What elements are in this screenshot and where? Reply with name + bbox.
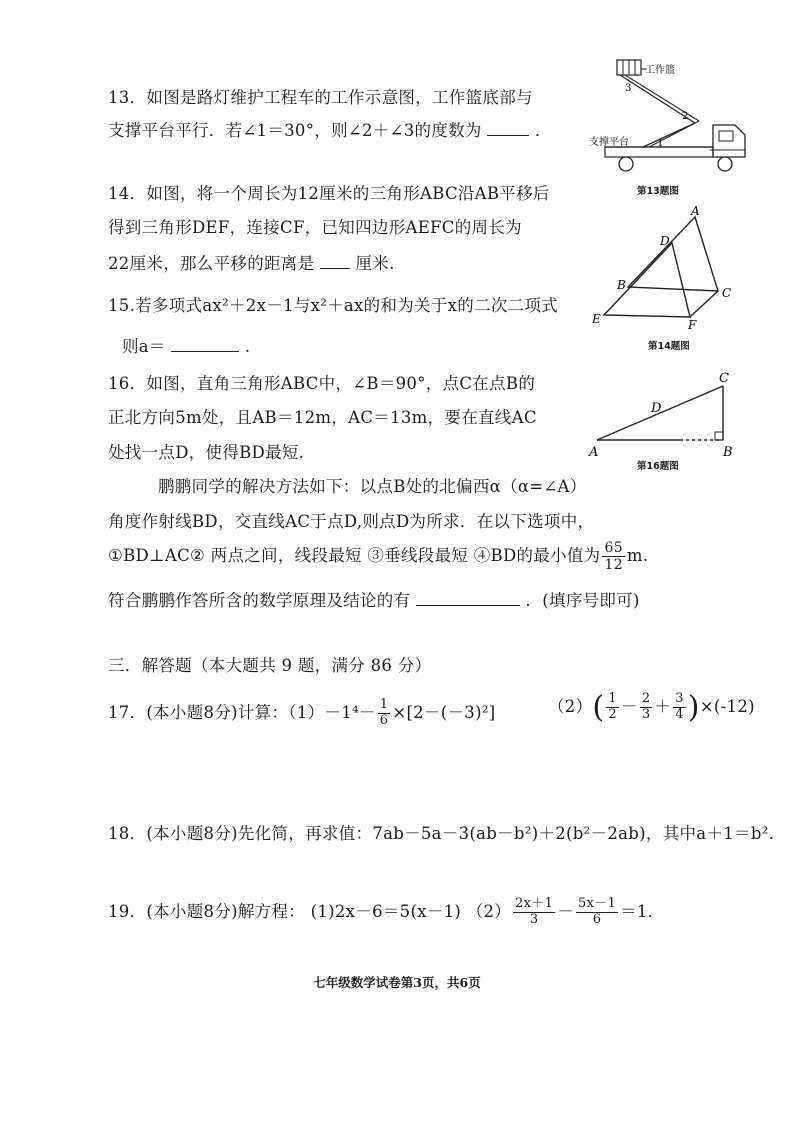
q16-line7	[108, 587, 640, 611]
q17-frac-b	[640, 692, 653, 723]
figure-14-drawing	[590, 205, 740, 335]
q17-frac-a	[606, 692, 619, 723]
q17-c-num: 3	[675, 691, 684, 707]
point-e-label: E	[592, 312, 601, 326]
wheel-rear	[619, 157, 633, 171]
q14-line1: 14．如图，将一个周长为12厘米的三角形ABC沿AB平移后	[108, 184, 550, 203]
right-angle-mark	[715, 432, 723, 440]
q16-line1: 16．如图，直角三角形ABC中，∠B＝90°，点C在点B的	[108, 374, 536, 393]
q17-frac-1-6	[378, 698, 391, 729]
q17-c-den: 4	[675, 707, 684, 722]
q14-line3-text: 22厘米，那么平移的距离是	[108, 254, 315, 273]
point-a-label: A	[589, 445, 599, 460]
segment-cf	[690, 291, 718, 317]
triangle-abc	[628, 217, 718, 291]
platform-label: 支撑平台	[589, 137, 629, 148]
q19-frac-b	[576, 897, 618, 928]
q17-f1-den: 6	[379, 712, 389, 728]
q17-b-num: 2	[641, 691, 651, 707]
point-a-label: A	[691, 204, 700, 218]
wheel-front	[718, 157, 732, 171]
q17-part1	[108, 698, 496, 729]
angle-2-label: 2	[682, 111, 689, 122]
q13-line2-end: ．	[534, 121, 552, 140]
q16-line4: 鹏鹏同学的解决方法如下：以点B处的北偏西α（α=∠A）	[158, 477, 587, 496]
q16-options-text: ①BD⊥AC② 两点之间，线段最短 ③垂线段最短 ④BD的最小值为	[108, 546, 601, 566]
figure-13-caption: 第13题图	[637, 186, 679, 197]
point-d-label: D	[651, 401, 662, 416]
q16-line7-text: 符合鹏鹏作答所含的数学原理及结论的有	[108, 591, 411, 610]
q19-frac-a	[513, 897, 555, 928]
figure-16	[585, 368, 745, 473]
q16-line5: 角度作射线BD，交直线AC于点D,则点D为所求．在以下选项中，	[108, 512, 595, 531]
q17-b-den: 3	[641, 707, 651, 722]
q17-part2	[548, 690, 755, 725]
q17-right-paren: )	[687, 690, 700, 725]
q17-head: 17．(本小题8分)计算：（1）－1⁴－	[108, 702, 376, 722]
q15-line1: 15.若多项式ax²＋2x－1与x²＋ax的和为关于x的二次二项式	[108, 296, 559, 315]
q15-line2-end: .	[244, 337, 251, 356]
q19-a-num: 2x＋1	[515, 896, 554, 911]
angle-1-label: 1	[657, 138, 664, 149]
point-f-label: F	[688, 318, 697, 332]
figure-14	[590, 205, 740, 355]
q14-line2: 得到三角形DEF，连接CF，已知四边形AEFC的周长为	[108, 218, 522, 237]
q16-answer-blank[interactable]	[416, 605, 520, 606]
q17-tail2: ×(-12)	[699, 697, 755, 716]
point-b-label: B	[617, 278, 626, 292]
point-b-label: B	[723, 445, 733, 460]
q18-line: 18．(本小题8分)先化简，再求值：7ab－5a－3(ab－b²)＋2(b²－2ab)，其中a＋1＝b².	[108, 824, 775, 843]
q14-line3-end: 厘米.	[355, 254, 395, 273]
q16-unit: m.	[626, 546, 649, 566]
q17-frac-c	[673, 692, 686, 723]
q13-answer-blank[interactable]	[487, 135, 529, 136]
figure-14-caption: 第14题图	[648, 341, 690, 352]
q17-f1-num: 1	[379, 697, 389, 712]
section3-heading: 三．解答题（本大题共 9 题，满分 86 分）	[108, 656, 432, 675]
q16-line6	[108, 540, 648, 573]
point-c-label: C	[719, 371, 729, 386]
q13-line2	[108, 117, 552, 141]
q15-line2-text: 则a＝	[122, 337, 166, 356]
figure-16-caption: 第16题图	[637, 461, 679, 472]
q19-op: －	[557, 901, 574, 921]
point-d-label: D	[660, 234, 670, 248]
q17-a-den: 2	[608, 707, 617, 722]
q17-left-paren: (	[592, 690, 605, 725]
figure-13	[585, 55, 755, 195]
q19-head: 19．(本小题8分)解方程： (1)2x－6＝5(x－1) （2）	[108, 901, 512, 921]
q19-b-den: 6	[592, 911, 602, 927]
q13-line2-text: 支撑平台平行．若∠1＝30°，则∠2＋∠3的度数为	[108, 121, 482, 140]
q16-frac-num: 65	[604, 540, 623, 556]
q19-b-num: 5x－1	[578, 896, 617, 911]
q19-tail: ＝1．	[620, 901, 665, 921]
q15-answer-blank[interactable]	[171, 351, 239, 352]
figure-13-drawing	[585, 55, 755, 180]
q15-line2	[122, 333, 250, 357]
q16-line3: 处找一点D，使得BD最短.	[108, 443, 305, 462]
page-footer: 七年级数学试卷第3页，共6页	[313, 975, 481, 990]
figure-16-drawing	[585, 368, 745, 458]
q14-line3	[108, 250, 395, 274]
q19-a-den: 3	[529, 911, 539, 927]
q17-part2-label: （2）	[548, 697, 593, 716]
q19-line	[108, 897, 664, 928]
q16-line7-end: ．(填序号即可)	[525, 591, 640, 610]
q17-op2: ＋	[654, 697, 672, 716]
q16-line2: 正北方向5m处，且AB＝12m，AC＝13m，要在直线AC	[108, 408, 537, 427]
angle-3-label: 3	[625, 83, 632, 94]
point-c-label: C	[722, 286, 732, 300]
q17-op1: －	[621, 697, 638, 716]
q17-a-num: 1	[608, 691, 617, 707]
q13-line1: 13．如图是路灯维护工程车的工作示意图，工作篮底部与	[108, 88, 533, 107]
q17-tail1: ×[2－(－3)²]	[392, 702, 496, 722]
q14-answer-blank[interactable]	[320, 268, 350, 269]
q16-fraction	[602, 540, 624, 573]
basket-label: 工作篮	[645, 65, 675, 76]
q16-frac-den: 12	[604, 557, 623, 574]
